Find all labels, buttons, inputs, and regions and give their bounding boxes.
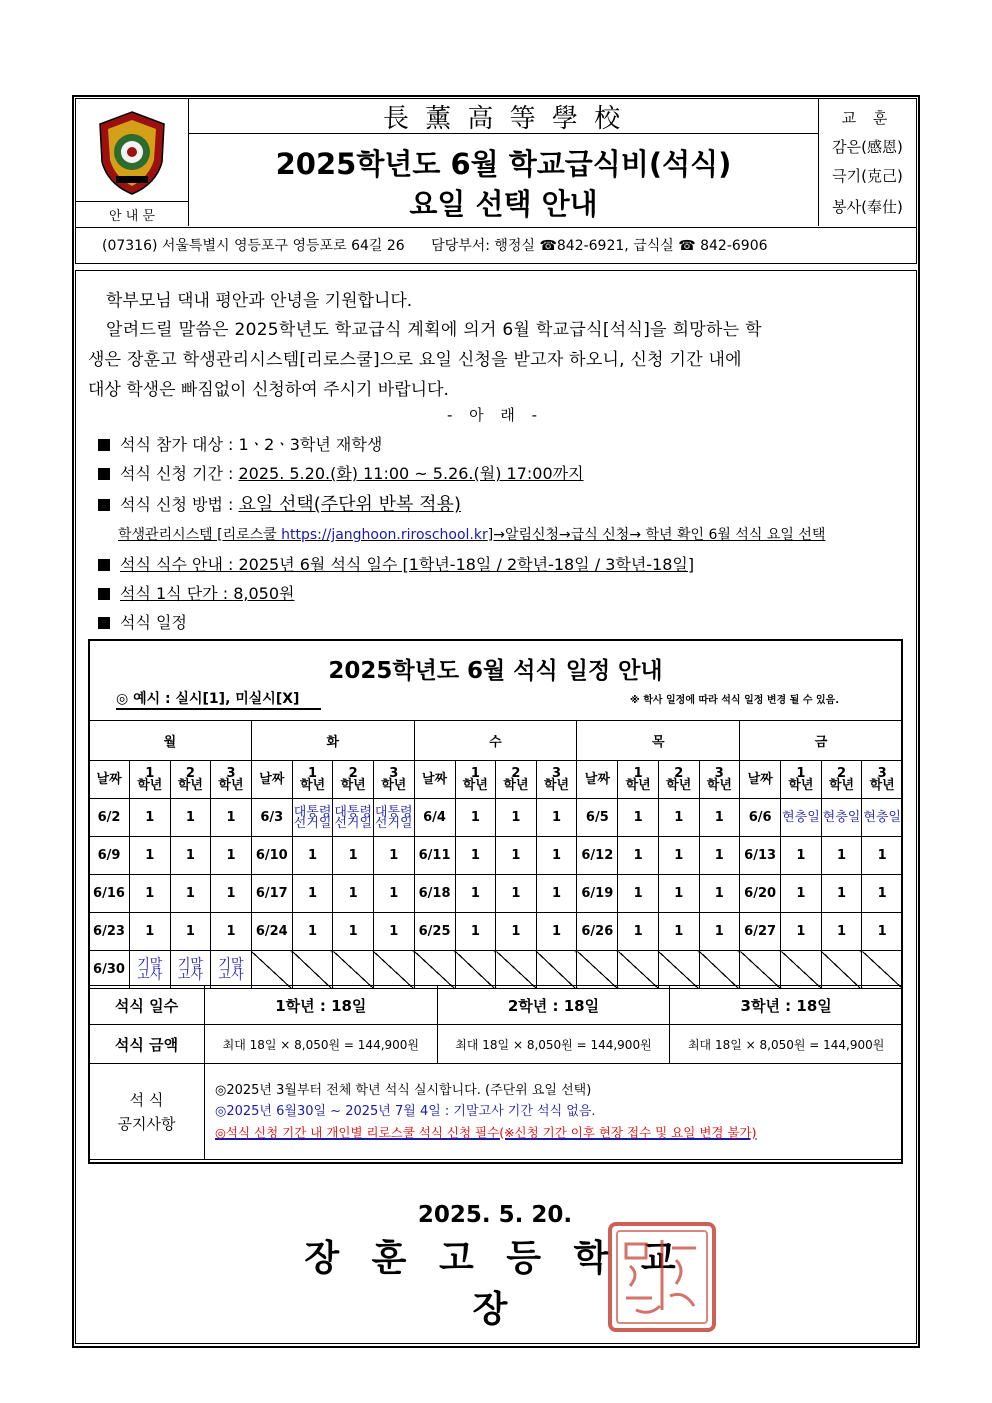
summary-amount-value: 최대 18일 × 8,050원 = 144,900원 xyxy=(437,1025,670,1064)
meal-served: 1 xyxy=(862,837,903,875)
header-divider-address xyxy=(75,227,917,228)
summary-notice-row xyxy=(89,1064,903,1160)
empty-cell xyxy=(455,951,496,989)
bullet-square-icon xyxy=(98,439,110,451)
meal-served: 1 xyxy=(699,799,740,837)
greeting-text: 학부모님 댁내 평안과 안녕을 기원합니다. xyxy=(106,291,413,311)
schedule-date: 6/10 xyxy=(251,837,292,875)
meal-served: 1 xyxy=(373,913,414,951)
motto-item: 봉사(奉仕) xyxy=(832,197,903,216)
summary-amount-value: 최대 18일 × 8,050원 = 144,900원 xyxy=(205,1025,438,1064)
schedule-date: 6/23 xyxy=(89,913,130,951)
schedule-date: 6/24 xyxy=(251,913,292,951)
empty-cell xyxy=(740,951,781,989)
schedule-date: 6/16 xyxy=(89,875,130,913)
doc-type-label: 안 내 문 xyxy=(109,208,155,224)
meal-holiday-note: 대통령 선거일 xyxy=(292,799,333,837)
meal-served: 1 xyxy=(211,913,252,951)
meal-served: 1 xyxy=(292,837,333,875)
motto-item: 감은(感恩) xyxy=(832,137,903,156)
method-detail: 학생관리시스템 [리로스쿨 https://janghoon.riroschool.kr]→알림신청→급식 신청→ 학년 확인 6월 석식 요일 선택 xyxy=(118,527,826,543)
department: 담당부서: 행정실 xyxy=(431,238,535,254)
info-item: 석식 신청 방법 : 요일 선택(주단위 반복 적용) xyxy=(98,490,461,516)
meal-holiday-note: 대통령 선거일 xyxy=(373,799,414,837)
meal-served: 1 xyxy=(130,913,171,951)
meal-served: 1 xyxy=(170,913,211,951)
schedule-week-row xyxy=(89,837,903,875)
schedule-date: 6/12 xyxy=(577,837,618,875)
schedule-date: 6/6 xyxy=(740,799,781,837)
subheader-grade: 1 학년 xyxy=(292,761,333,799)
meal-served: 1 xyxy=(496,799,537,837)
meal-served: 1 xyxy=(781,837,822,875)
subheader-grade: 2 학년 xyxy=(170,761,211,799)
summary-days-value: 3학년 : 18일 xyxy=(670,986,903,1025)
empty-cell xyxy=(251,951,292,989)
subheader-row xyxy=(89,761,903,799)
meal-served: 1 xyxy=(862,875,903,913)
meal-holiday-note: 기말 고사 xyxy=(211,951,252,989)
bullet-square-icon xyxy=(98,559,110,571)
below-heading: - 아 래 - xyxy=(446,405,544,424)
empty-cell xyxy=(333,951,374,989)
meal-served: 1 xyxy=(333,837,374,875)
meal-served: 1 xyxy=(130,799,171,837)
meal-served: 1 xyxy=(130,837,171,875)
subheader-grade: 3 학년 xyxy=(211,761,252,799)
schedule-week-row xyxy=(89,913,903,951)
bullet-square-icon xyxy=(98,468,110,480)
meal-served: 1 xyxy=(536,875,577,913)
weekday-header: 금 xyxy=(740,721,903,761)
summary-notice-label: 석 식 공지사항 xyxy=(89,1064,205,1160)
subheader-date: 날짜 xyxy=(740,761,781,799)
schedule-week-row xyxy=(89,951,903,989)
empty-cell xyxy=(618,951,659,989)
meal-served: 1 xyxy=(618,875,659,913)
subheader-grade: 3 학년 xyxy=(699,761,740,799)
meal-served: 1 xyxy=(781,913,822,951)
summary-days-value: 2학년 : 18일 xyxy=(437,986,670,1025)
schedule-date: 6/30 xyxy=(89,951,130,989)
meal-holiday-note: 기말 고사 xyxy=(130,951,171,989)
schedule-date: 6/17 xyxy=(251,875,292,913)
empty-cell xyxy=(699,951,740,989)
empty-cell xyxy=(781,951,822,989)
subheader-grade: 1 학년 xyxy=(130,761,171,799)
meal-served: 1 xyxy=(333,913,374,951)
subheader-date: 날짜 xyxy=(414,761,455,799)
weekday-header-row xyxy=(89,721,903,761)
doc-title-line1: 2025학년도 6월 학교급식비(석식) xyxy=(275,146,732,181)
meal-served: 1 xyxy=(658,875,699,913)
schedule-date: 6/5 xyxy=(577,799,618,837)
empty-cell xyxy=(414,951,455,989)
summary-amount-value: 최대 18일 × 8,050원 = 144,900원 xyxy=(670,1025,903,1064)
empty-cell xyxy=(821,951,862,989)
subheader-grade: 3 학년 xyxy=(373,761,414,799)
meal-served: 1 xyxy=(496,875,537,913)
school-name-hanja: 長 薰 高 等 學 校 xyxy=(382,103,625,134)
meal-served: 1 xyxy=(211,837,252,875)
meal-served: 1 xyxy=(618,913,659,951)
schedule-date: 6/25 xyxy=(414,913,455,951)
meal-served: 1 xyxy=(658,913,699,951)
empty-cell xyxy=(536,951,577,989)
schedule-date: 6/27 xyxy=(740,913,781,951)
schedule-example: ◎ 예시 : 실시[1], 미실시[X] xyxy=(116,688,321,710)
paragraph-line: 알려드릴 말씀은 2025학년도 학교급식 계획에 의거 6월 학교급식[석식]을 희망하는 학 xyxy=(106,320,762,340)
motto-item: 극기(克己) xyxy=(832,166,903,185)
issue-date: 2025. 5. 20. xyxy=(417,1202,573,1228)
schedule-week-row xyxy=(89,799,903,837)
paragraph-line: 생은 장훈고 학생관리시스템[리로스쿨]으로 요일 신청을 받고자 하오니, 신청 기간 내에 xyxy=(88,350,742,370)
meal-served: 1 xyxy=(536,799,577,837)
schedule-date: 6/18 xyxy=(414,875,455,913)
meal-served: 1 xyxy=(618,799,659,837)
meal-served: 1 xyxy=(292,913,333,951)
meal-served: 1 xyxy=(536,837,577,875)
meal-served: 1 xyxy=(658,799,699,837)
schedule-date: 6/4 xyxy=(414,799,455,837)
address-line xyxy=(102,235,768,255)
meal-holiday-note: 현충일 xyxy=(821,799,862,837)
meal-served: 1 xyxy=(292,875,333,913)
weekday-header: 화 xyxy=(251,721,414,761)
weekday-header: 목 xyxy=(577,721,740,761)
schedule-week-row xyxy=(89,875,903,913)
meal-served: 1 xyxy=(373,837,414,875)
meal-served: 1 xyxy=(455,875,496,913)
meal-served: 1 xyxy=(373,875,414,913)
meal-served: 1 xyxy=(496,837,537,875)
meal-served: 1 xyxy=(618,837,659,875)
schedule-date: 6/9 xyxy=(89,837,130,875)
subheader-grade: 2 학년 xyxy=(658,761,699,799)
weekday-header: 월 xyxy=(89,721,252,761)
info-item: 석식 참가 대상 : 1ㆍ2ㆍ3학년 재학생 xyxy=(98,432,382,455)
schedule-date: 6/3 xyxy=(251,799,292,837)
school-logo xyxy=(96,110,168,196)
admin-phone: ☎842-6921, xyxy=(539,238,629,254)
schedule-title: 2025학년도 6월 석식 일정 안내 xyxy=(328,657,663,684)
summary-amount-label: 석식 금액 xyxy=(89,1025,205,1064)
subheader-grade: 2 학년 xyxy=(333,761,374,799)
summary-days-value: 1학년 : 18일 xyxy=(205,986,438,1025)
meal-served: 1 xyxy=(781,875,822,913)
motto-title: 교 훈 xyxy=(841,108,894,127)
schedule-date: 6/11 xyxy=(414,837,455,875)
info-item: 석식 신청 기간 : 2025. 5.20.(화) 11:00 ~ 5.26.(월) 17:00까지 xyxy=(98,461,584,484)
subheader-grade: 2 학년 xyxy=(821,761,862,799)
subheader-date: 날짜 xyxy=(89,761,130,799)
meal-holiday-note: 현충일 xyxy=(862,799,903,837)
doc-title-line2: 요일 선택 안내 xyxy=(409,186,598,221)
summary-days-label: 석식 일수 xyxy=(89,986,205,1025)
summary-days-row xyxy=(89,986,903,1025)
meal-served: 1 xyxy=(455,837,496,875)
address: (07316) 서울특별시 영등포구 영등포로 64길 26 xyxy=(102,238,405,254)
meal-holiday-note: 대통령 선거일 xyxy=(333,799,374,837)
subheader-date: 날짜 xyxy=(577,761,618,799)
meal-served: 1 xyxy=(862,913,903,951)
info-item: 석식 식수 안내 : 2025년 6월 석식 일수 [1학년-18일 / 2학년-18일 / 3학년-18일] xyxy=(98,552,694,575)
empty-cell xyxy=(292,951,333,989)
summary-table xyxy=(88,985,903,1160)
schedule-body xyxy=(89,799,903,989)
meal-holiday-note: 현충일 xyxy=(781,799,822,837)
meal-served: 1 xyxy=(496,913,537,951)
schedule-table xyxy=(88,720,903,989)
meal-served: 1 xyxy=(821,913,862,951)
bullet-square-icon xyxy=(98,499,110,511)
notice-line: ◎2025년 6월30일 ~ 2025년 7월 4일 : 기말고사 기간 석식 없음. xyxy=(215,1104,596,1119)
bullet-square-icon xyxy=(98,617,110,629)
empty-cell xyxy=(862,951,903,989)
schedule-note: ※ 학사 일정에 따라 석식 일정 변경 될 수 있음. xyxy=(630,695,840,706)
schedule-date: 6/19 xyxy=(577,875,618,913)
bullet-square-icon xyxy=(98,588,110,600)
schedule-date: 6/2 xyxy=(89,799,130,837)
meal-served: 1 xyxy=(211,799,252,837)
schedule-date: 6/26 xyxy=(577,913,618,951)
official-seal xyxy=(606,1220,718,1334)
summary-amount-row xyxy=(89,1025,903,1064)
cafeteria-phone: ☎ 842-6906 xyxy=(678,238,768,254)
subheader-grade: 3 학년 xyxy=(536,761,577,799)
subheader-grade: 1 학년 xyxy=(618,761,659,799)
schedule-date: 6/20 xyxy=(740,875,781,913)
info-item: 석식 일정 xyxy=(98,610,187,633)
meal-served: 1 xyxy=(699,913,740,951)
meal-served: 1 xyxy=(170,875,211,913)
cafeteria-label: 급식실 xyxy=(633,238,674,254)
empty-cell xyxy=(373,951,414,989)
meal-holiday-note: 기말 고사 xyxy=(170,951,211,989)
meal-served: 1 xyxy=(333,875,374,913)
signer-name: 장 훈 고 등 학 교 장 xyxy=(304,1238,686,1330)
meal-served: 1 xyxy=(699,875,740,913)
riroschool-link[interactable]: https://janghoon.riroschool.kr xyxy=(281,527,488,543)
weekday-header: 수 xyxy=(414,721,577,761)
meal-served: 1 xyxy=(455,799,496,837)
empty-cell xyxy=(496,951,537,989)
subheader-grade: 2 학년 xyxy=(496,761,537,799)
subheader-grade: 1 학년 xyxy=(455,761,496,799)
meal-served: 1 xyxy=(130,875,171,913)
meal-served: 1 xyxy=(211,875,252,913)
subheader-grade: 3 학년 xyxy=(862,761,903,799)
subheader-grade: 1 학년 xyxy=(781,761,822,799)
empty-cell xyxy=(577,951,618,989)
meal-served: 1 xyxy=(170,837,211,875)
paragraph-line: 대상 학생은 빠짐없이 신청하여 주시기 바랍니다. xyxy=(88,380,449,400)
meal-served: 1 xyxy=(536,913,577,951)
meal-served: 1 xyxy=(821,875,862,913)
meal-served: 1 xyxy=(821,837,862,875)
meal-served: 1 xyxy=(699,837,740,875)
notice-line: ◎석식 신청 기간 내 개인별 리로스쿨 석식 신청 필수(※신청 기간 이후 현장 접수 및 요일 변경 불가) xyxy=(215,1125,757,1140)
notice-line: ◎2025년 3월부터 전체 학년 석식 실시합니다. (주단위 요일 선택) xyxy=(215,1083,592,1098)
meal-served: 1 xyxy=(170,799,211,837)
schedule-date: 6/13 xyxy=(740,837,781,875)
summary-notice-content xyxy=(205,1064,903,1160)
info-item: 석식 1식 단가 : 8,050원 xyxy=(98,581,294,604)
empty-cell xyxy=(658,951,699,989)
subheader-date: 날짜 xyxy=(251,761,292,799)
meal-served: 1 xyxy=(658,837,699,875)
meal-served: 1 xyxy=(455,913,496,951)
